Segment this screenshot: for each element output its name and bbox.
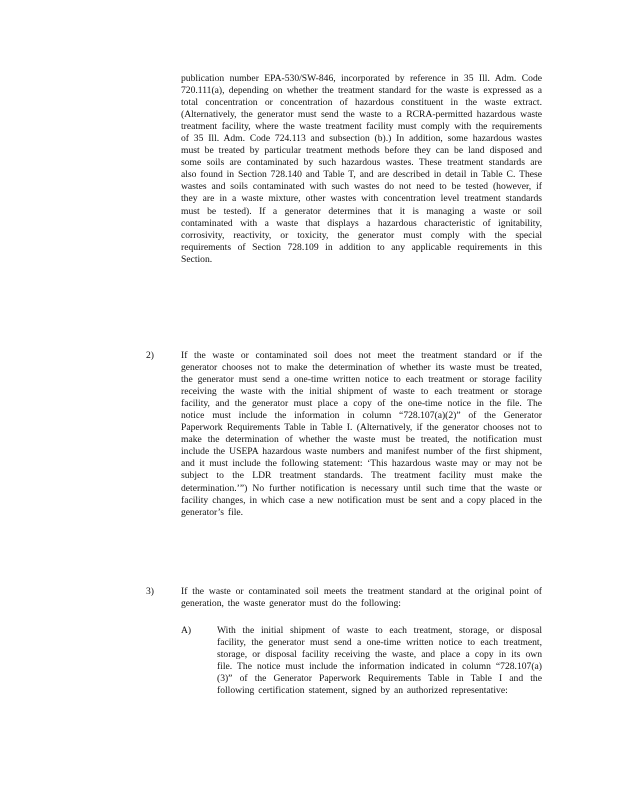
item-2-paragraph: If the waste or contaminated soil does not meet the treatment standard or if the generator chooses not to make the determination of whether its waste must be treated, the generator must send a one-time written notice to each treatment or storage facility receiving the waste with the initial shipment of waste to each treatment or storage facility, and the generator must place a copy of the one-time notice in the file. The notice must include the information in column “728.107(a)(2)” of the Generator Paperwork Requirements Table in Table I. (Alternatively, if the generator chooses not to make the determination of whether the waste must be treated, the notification must include the USEPA hazardous waste numbers and manifest number of the first shipment, and it must include the following statement: ‘This hazardous waste may or may not be subject to the LDR treatment standards. The treatment facility must make the determination.’”) No further notification is necessary until such time that the waste or facility changes, in which case a new notification must be sent and a copy placed in the generator’s file. <box>181 350 542 518</box>
intro-paragraph: publication number EPA-530/SW-846, incorporated by reference in 35 Ill. Adm. Code 720.111(a), depending on whether the treatment standard for the waste is expressed as a total concentration or concentration of hazardous constituent in the waste extract. (Alternatively, the generator must send the waste to a RCRA-permitted hazardous waste treatment facility, where the waste treatment facility must comply with the requirements of 35 Ill. Adm. Code 724.113 and subsection (b).) In addition, some hazardous wastes must be treated by particular treatment methods before they can be land disposed and some soils are contaminated by such hazardous wastes. These treatment standards are also found in Section 728.140 and Table T, and are described in detail in Table C. These wastes and soils contaminated with such wastes do not need to be tested (however, if they are in a waste mixture, other wastes with concentration level treatment standards must be tested). If a generator determines that it is managing a waste or soil contaminated with a waste that displays a hazardous characteristic of ignitability, corrosivity, reactivity, or toxicity, the generator must comply with the special requirements of Section 728.109 in addition to any applicable requirements in this Section. <box>181 73 542 265</box>
item-3a-paragraph: With the initial shipment of waste to each treatment, storage, or disposal facility, the generator must send a one-time written notice to each treatment, storage, or disposal facility receiving the waste, and place a copy in its own file. The notice must include the information indicated in column “728.107(a)(3)” of the Generator Paperwork Requirements Table in Table I and the following certification statement, signed by an authorized representative: <box>217 625 542 697</box>
item-3-marker: 3) <box>146 586 154 597</box>
item-3a-marker: A) <box>181 625 192 636</box>
item-2-marker: 2) <box>146 350 154 361</box>
item-3-paragraph: If the waste or contaminated soil meets the treatment standard at the original point of generation, the waste generator must do the following: <box>181 586 542 610</box>
